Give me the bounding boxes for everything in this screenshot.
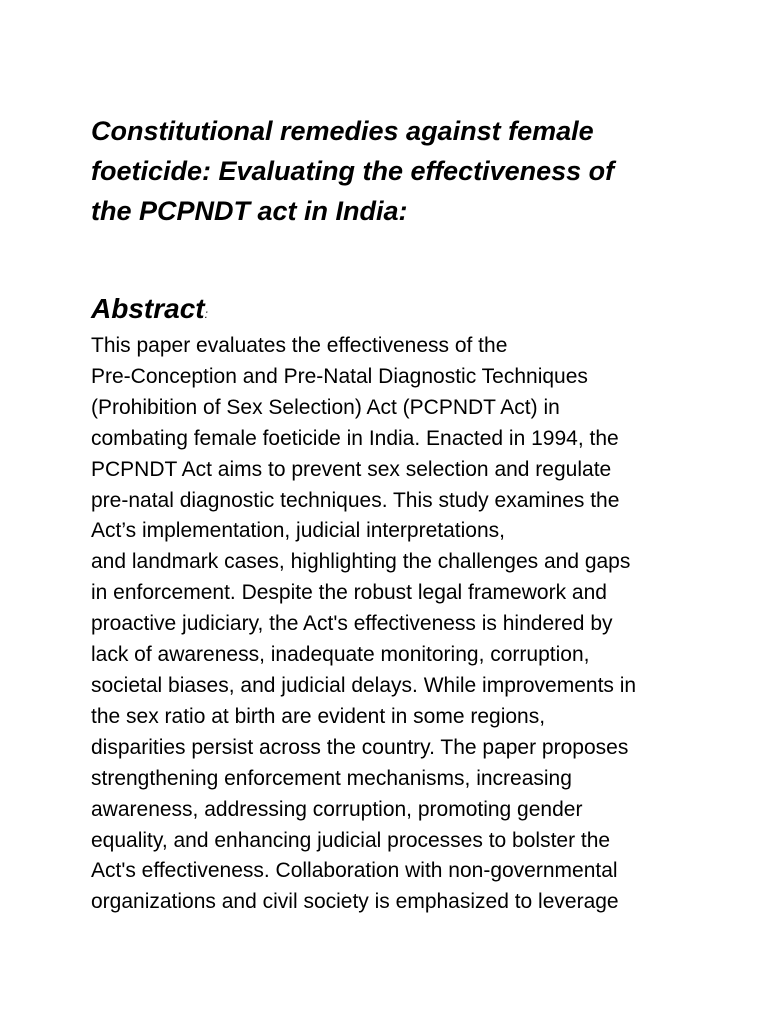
title-line: Constitutional remedies against female bbox=[91, 116, 594, 146]
abstract-line: PCPNDT Act aims to prevent sex selection and regulate bbox=[91, 457, 612, 481]
abstract-line: Pre-Conception and Pre-Natal Diagnostic Techniques bbox=[91, 364, 588, 388]
abstract-heading-text: Abstract bbox=[91, 293, 205, 324]
abstract-line: awareness, addressing corruption, promoting gender bbox=[91, 797, 583, 821]
title-line: the PCPNDT act in India: bbox=[91, 196, 408, 226]
document-title bbox=[91, 111, 701, 231]
abstract-line: combating female foeticide in India. Enacted in 1994, the bbox=[91, 426, 619, 450]
abstract-heading bbox=[91, 289, 208, 334]
abstract-heading-colon: : bbox=[204, 307, 208, 321]
abstract-line: pre-natal diagnostic techniques. This study examines the bbox=[91, 488, 620, 512]
abstract-line: This paper evaluates the effectiveness of the bbox=[91, 334, 508, 357]
abstract-line: societal biases, and judicial delays. While improvements in bbox=[91, 673, 637, 697]
abstract-line: in enforcement. Despite the robust legal framework and bbox=[91, 581, 607, 605]
abstract-line: proactive judiciary, the Act's effectiveness is hindered by bbox=[91, 612, 613, 636]
abstract-line: lack of awareness, inadequate monitoring, corruption, bbox=[91, 643, 590, 667]
abstract-line: organizations and civil society is emphasized to leverage bbox=[91, 890, 619, 914]
abstract-line: strengthening enforcement mechanisms, increasing bbox=[91, 766, 572, 790]
abstract-line: the sex ratio at birth are evident in some regions, bbox=[91, 704, 546, 728]
abstract-paragraph bbox=[91, 331, 691, 918]
title-line: foeticide: Evaluating the effectiveness of bbox=[91, 156, 615, 186]
abstract-line: Act's effectiveness. Collaboration with non-governmental bbox=[91, 859, 618, 883]
abstract-line: Act’s implementation, judicial interpretations, bbox=[91, 519, 505, 543]
abstract-line: (Prohibition of Sex Selection) Act (PCPNDT Act) in bbox=[91, 395, 560, 419]
abstract-line: disparities persist across the country. The paper proposes bbox=[91, 735, 629, 759]
abstract-line: equality, and enhancing judicial processes to bolster the bbox=[91, 828, 611, 852]
abstract-line: and landmark cases, highlighting the challenges and gaps bbox=[91, 550, 631, 574]
